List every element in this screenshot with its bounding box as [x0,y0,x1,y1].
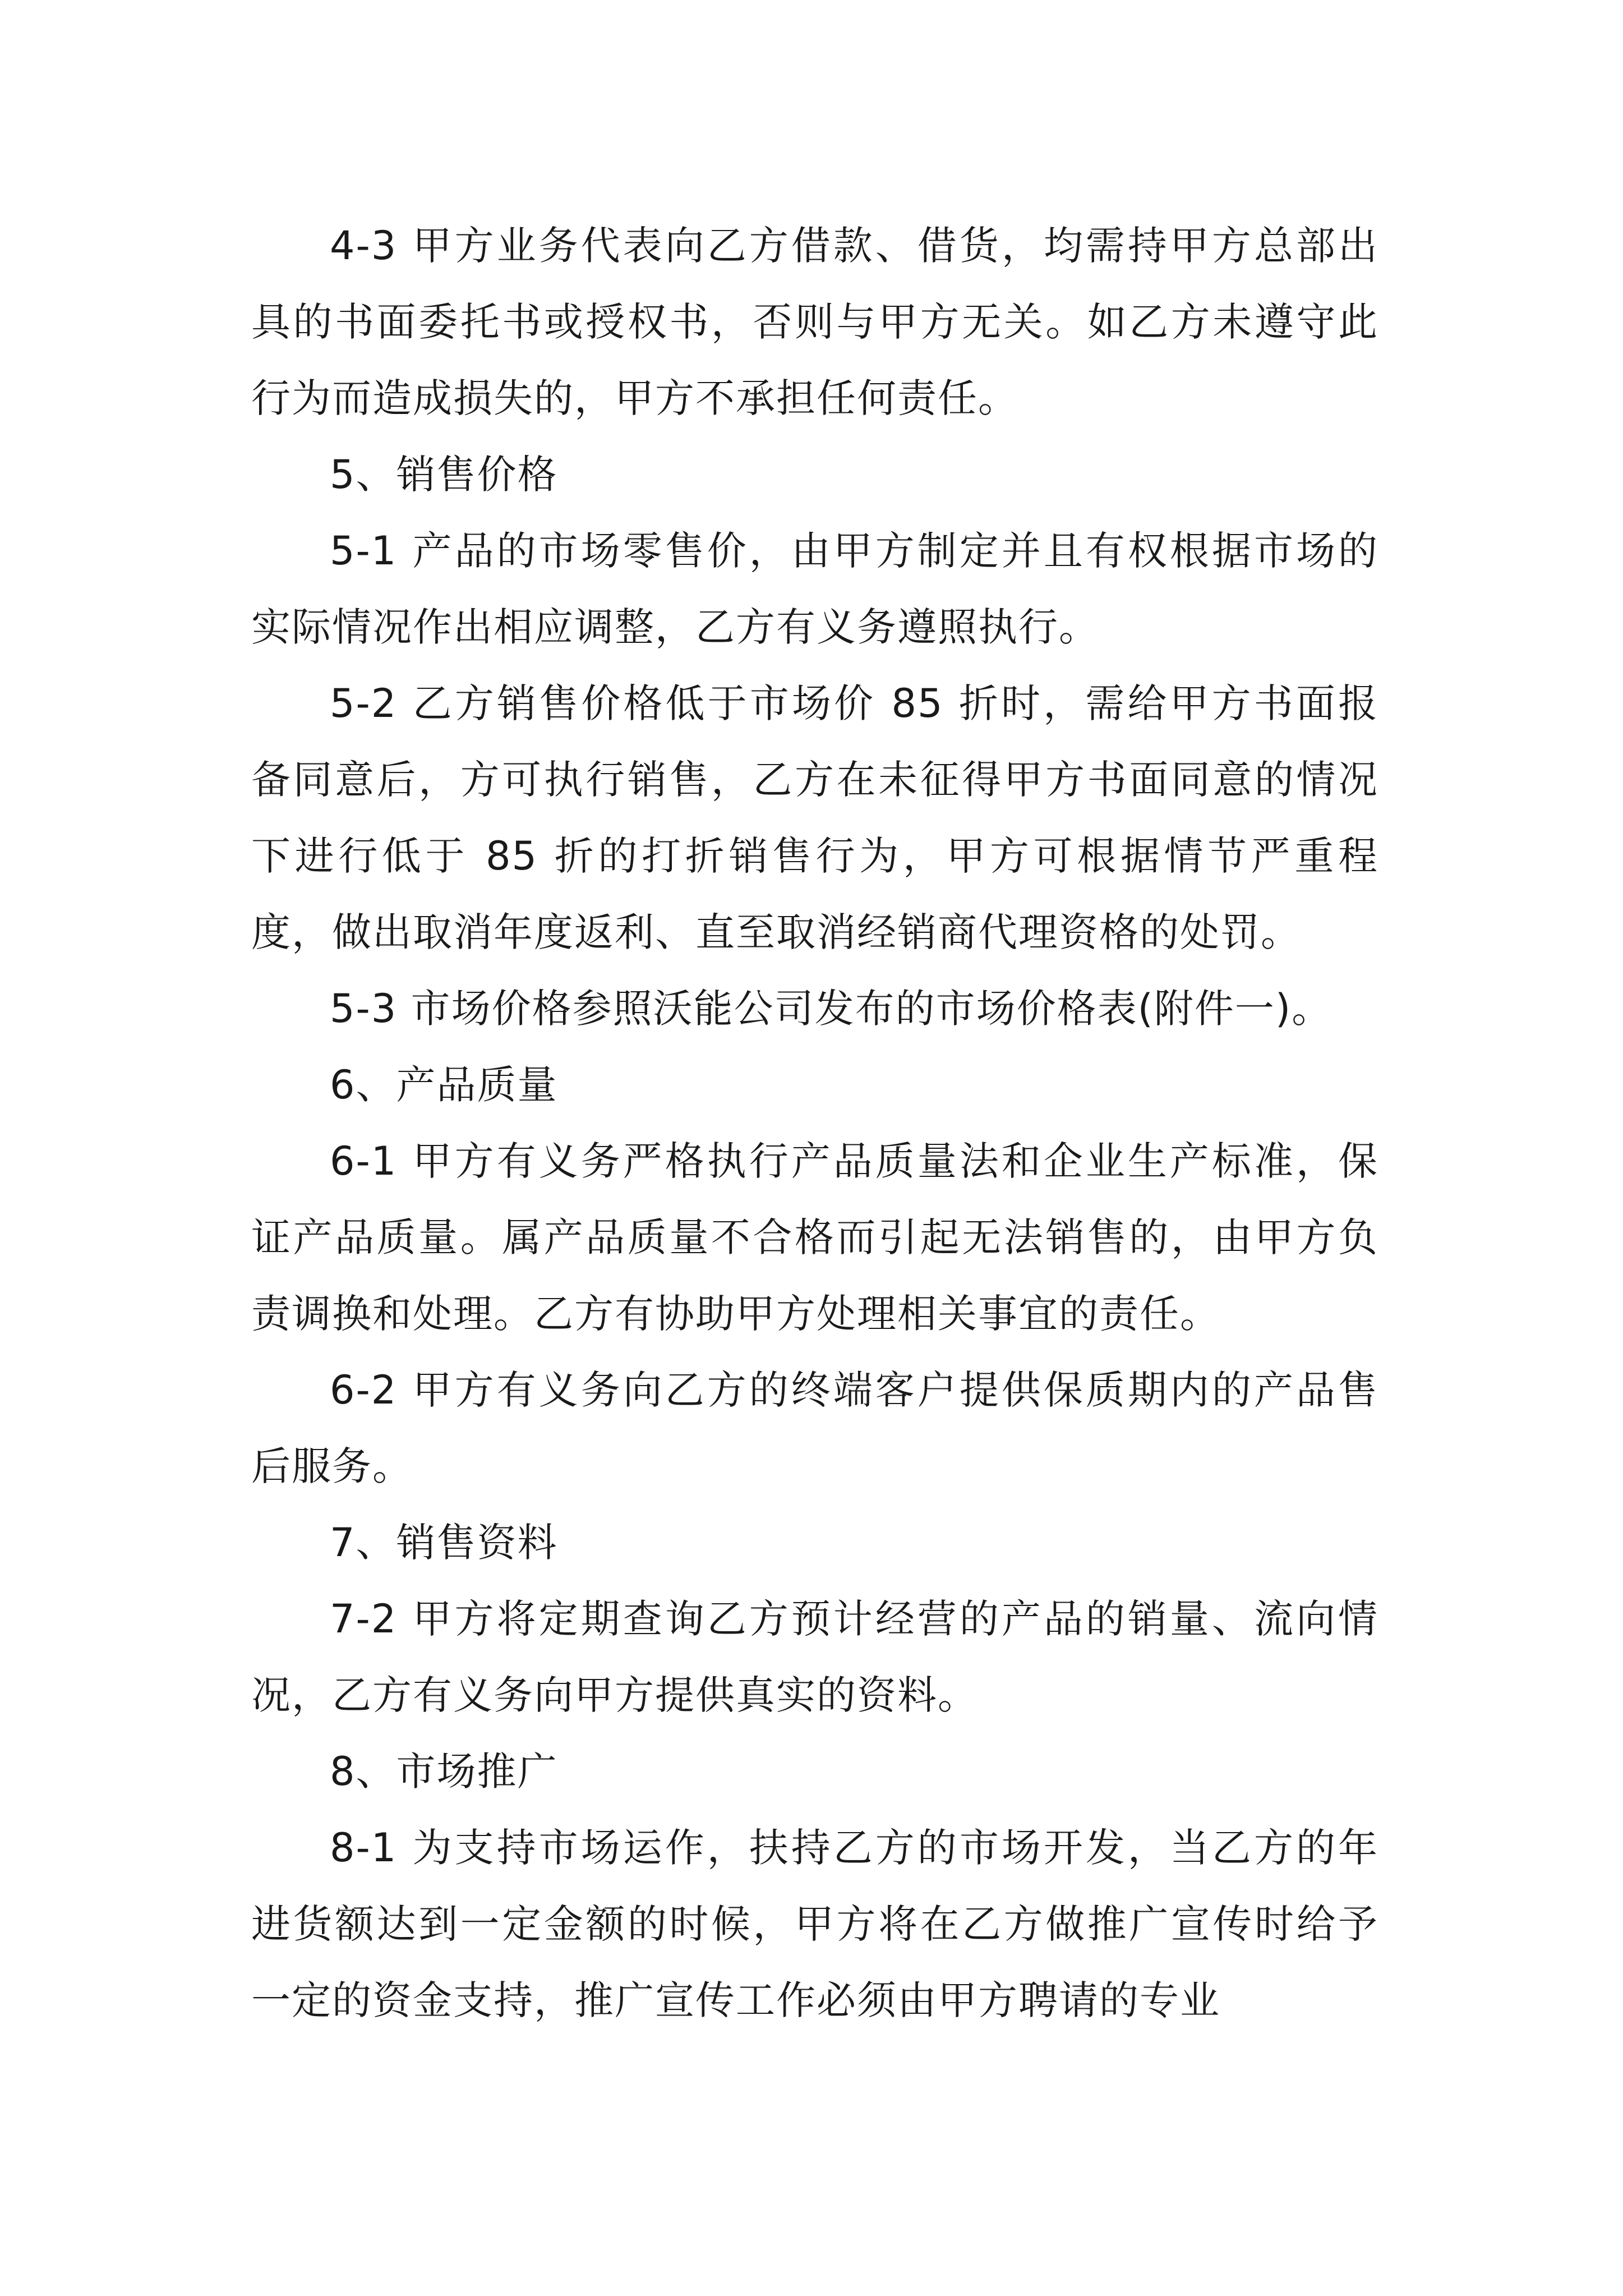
clause-6-2: 6-2 甲方有义务向乙方的终端客户提供保质期内的产品售后服务。 [251,1367,1378,1489]
clause-7-2: 7-2 甲方将定期查询乙方预计经营的产品的销量、流向情况，乙方有义务向甲方提供真实的资料。 [251,1596,1378,1718]
clause-8-1: 8-1 为支持市场运作，扶持乙方的市场开发，当乙方的年进货额达到一定金额的时候，甲方将在乙方做推广宣传时给予一定的资金支持，推广宣传工作必须由甲方聘请的专业 [251,1825,1378,2023]
section-heading-sales-materials: 7、销售资料 [330,1520,558,1566]
clause-4-3: 4-3 甲方业务代表向乙方借款、借货，均需持甲方总部出具的书面委托书或授权书，否则与甲方无关。如乙方未遵守此行为而造成损失的，甲方不承担任何责任。 [251,223,1378,421]
section-heading-market-promotion: 8、市场推广 [330,1749,558,1795]
clause-6-1: 6-1 甲方有义务严格执行产品质量法和企业生产标准，保证产品质量。属产品质量不合格而引起无法销售的，由甲方负责调换和处理。乙方有协助甲方处理相关事宜的责任。 [251,1138,1378,1337]
clause-5-3: 5-3 市场价格参照沃能公司发布的市场价格表(附件一)。 [330,986,1332,1032]
document-body [251,208,1378,2039]
clause-5-2: 5-2 乙方销售价格低于市场价 85 折时，需给甲方书面报备同意后，方可执行销售，乙方在未征得甲方书面同意的情况下进行低于 85 折的打折销售行为，甲方可根据情节严重程度，做出取消年度返利、直至取消经销商代理资格的处罚。 [251,680,1378,955]
section-heading-sales-price: 5、销售价格 [330,452,558,498]
section-heading-product-quality: 6、产品质量 [330,1062,558,1108]
clause-5-1: 5-1 产品的市场零售价，由甲方制定并且有权根据市场的实际情况作出相应调整，乙方有义务遵照执行。 [251,528,1378,650]
